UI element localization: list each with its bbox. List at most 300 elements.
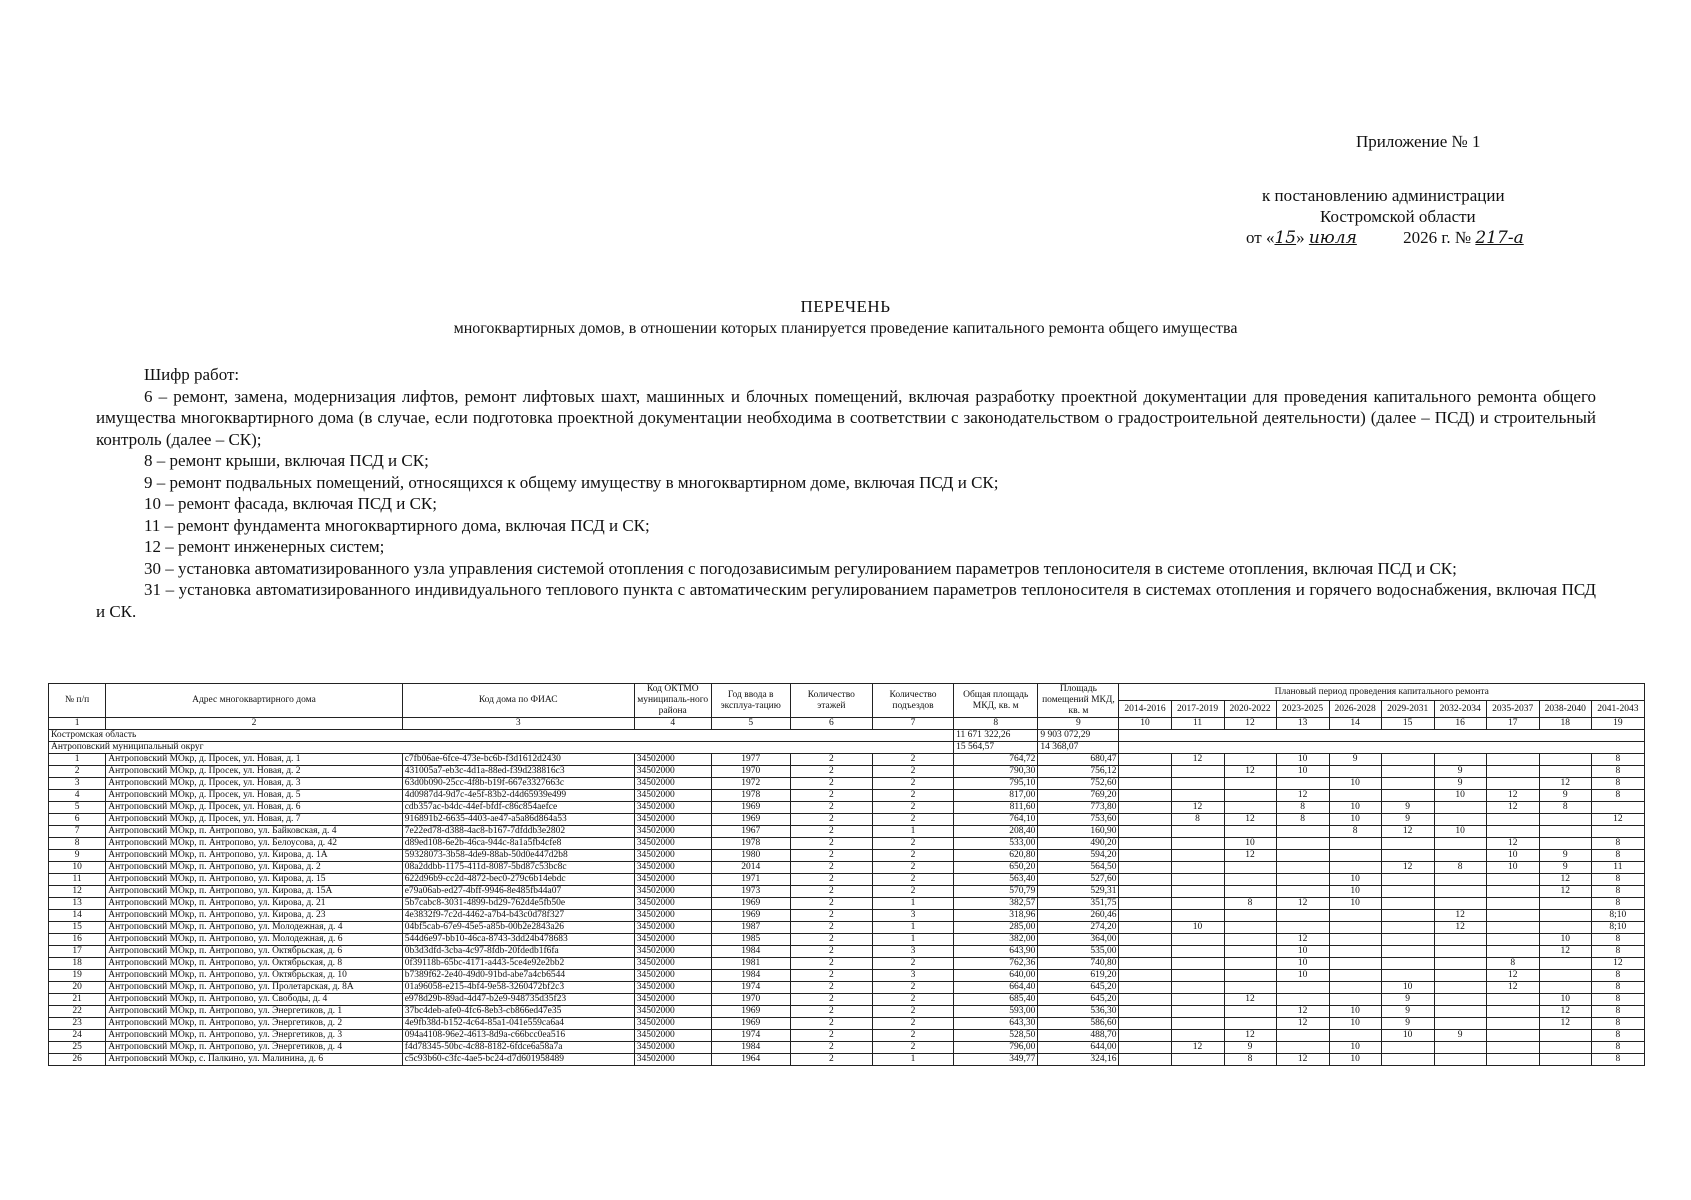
- row-address: Антроповский МОкр, п. Антропово, ул. Октябрьская, д. 10: [106, 970, 403, 982]
- row-year: 1978: [711, 838, 790, 850]
- row-period-2029-2031: 12: [1381, 862, 1434, 874]
- row-area-rooms: 351,75: [1038, 898, 1119, 910]
- row-oktmo-code: 34502000: [634, 1018, 711, 1030]
- row-period-2032-2034: [1434, 874, 1486, 886]
- row-year: 1974: [711, 1030, 790, 1042]
- row-year: 1984: [711, 1042, 790, 1054]
- table-row: [49, 1018, 1645, 1030]
- column-number: 17: [1486, 718, 1539, 730]
- row-period-2041-2043: 8: [1591, 766, 1644, 778]
- row-period-2017-2019: [1171, 1006, 1224, 1018]
- row-period-2017-2019: [1171, 778, 1224, 790]
- row-area-total: 285,00: [954, 922, 1038, 934]
- row-area-rooms: 564,50: [1038, 862, 1119, 874]
- row-period-2032-2034: [1434, 898, 1486, 910]
- column-number: 14: [1329, 718, 1381, 730]
- row-area-total: 528,50: [954, 1030, 1038, 1042]
- row-period-2026-2028: [1329, 970, 1381, 982]
- row-period-2035-2037: 10: [1486, 862, 1539, 874]
- row-period-2014-2016: [1119, 910, 1171, 922]
- row-period-2041-2043: 12: [1591, 814, 1644, 826]
- row-period-2023-2025: [1276, 886, 1329, 898]
- row-fias-code: 094a4108-96e2-4613-8d9a-c66bcc0ea516: [402, 1030, 634, 1042]
- row-period-2032-2034: [1434, 946, 1486, 958]
- row-area-rooms: 260,46: [1038, 910, 1119, 922]
- row-fias-code: 7e22ed78-d388-4ac8-b167-7dfddb3e2802: [402, 826, 634, 838]
- table-row: [49, 1006, 1645, 1018]
- region-row: [49, 730, 1645, 742]
- row-period-2017-2019: 8: [1171, 814, 1224, 826]
- row-period-2017-2019: [1171, 838, 1224, 850]
- row-period-2035-2037: 12: [1486, 790, 1539, 802]
- district-row: [49, 742, 1645, 754]
- row-fias-code: c7fb06ae-6fce-473e-bc6b-f3d1612d2430: [402, 754, 634, 766]
- row-floors: 2: [790, 766, 872, 778]
- row-number: 20: [49, 982, 106, 994]
- column-number: 16: [1434, 718, 1486, 730]
- row-area-rooms: 753,60: [1038, 814, 1119, 826]
- row-area-total: 563,40: [954, 874, 1038, 886]
- row-year: 1969: [711, 1018, 790, 1030]
- row-period-2020-2022: [1224, 802, 1276, 814]
- table-row: [49, 862, 1645, 874]
- row-floors: 2: [790, 1018, 872, 1030]
- row-period-2032-2034: [1434, 838, 1486, 850]
- row-period-2032-2034: 9: [1434, 778, 1486, 790]
- row-period-2026-2028: [1329, 910, 1381, 922]
- row-entrances: 2: [872, 838, 953, 850]
- row-fias-code: 431005a7-eb3c-4d1a-88ed-f39d238816c3: [402, 766, 634, 778]
- row-area-total: 762,36: [954, 958, 1038, 970]
- row-area-rooms: 644,00: [1038, 1042, 1119, 1054]
- row-period-2014-2016: [1119, 1006, 1171, 1018]
- row-fias-code: 59328073-3b58-4de9-88ab-50d0e447d2b8: [402, 850, 634, 862]
- row-fias-code: b7389f62-2e40-49d0-91bd-abe7a4cb6544: [402, 970, 634, 982]
- row-period-2023-2025: [1276, 838, 1329, 850]
- row-period-2017-2019: [1171, 826, 1224, 838]
- row-period-2023-2025: [1276, 982, 1329, 994]
- row-period-2017-2019: [1171, 1054, 1224, 1066]
- row-period-2029-2031: [1381, 910, 1434, 922]
- row-period-2035-2037: 8: [1486, 958, 1539, 970]
- table-row: [49, 790, 1645, 802]
- row-period-2020-2022: [1224, 946, 1276, 958]
- row-period-2038-2040: 9: [1539, 790, 1591, 802]
- row-period-2038-2040: [1539, 754, 1591, 766]
- row-period-2017-2019: 12: [1171, 1042, 1224, 1054]
- row-period-2023-2025: [1276, 922, 1329, 934]
- row-floors: 2: [790, 982, 872, 994]
- row-year: 1969: [711, 802, 790, 814]
- row-period-2026-2028: 8: [1329, 826, 1381, 838]
- row-entrances: 2: [872, 814, 953, 826]
- row-period-2038-2040: 12: [1539, 1006, 1591, 1018]
- row-floors: 2: [790, 958, 872, 970]
- row-address: Антроповский МОкр, п. Антропово, ул. Кирова, д. 23: [106, 910, 403, 922]
- row-period-2041-2043: 8;10: [1591, 922, 1644, 934]
- row-area-total: 593,00: [954, 1006, 1038, 1018]
- row-period-2014-2016: [1119, 1018, 1171, 1030]
- row-period-2017-2019: 12: [1171, 802, 1224, 814]
- row-period-2035-2037: [1486, 898, 1539, 910]
- row-year: 1970: [711, 994, 790, 1006]
- row-period-2032-2034: 9: [1434, 1030, 1486, 1042]
- row-period-2029-2031: 9: [1381, 994, 1434, 1006]
- row-period-2017-2019: 12: [1171, 754, 1224, 766]
- row-number: 7: [49, 826, 106, 838]
- header-period-2: 2020-2022: [1224, 701, 1276, 718]
- row-period-2035-2037: [1486, 1006, 1539, 1018]
- row-oktmo-code: 34502000: [634, 826, 711, 838]
- row-period-2017-2019: [1171, 886, 1224, 898]
- decree-day: 15: [1274, 228, 1297, 248]
- row-address: Антроповский МОкр, д. Просек, ул. Новая, д. 3: [106, 778, 403, 790]
- column-number: 6: [790, 718, 872, 730]
- row-period-2041-2043: 8;10: [1591, 910, 1644, 922]
- row-period-2023-2025: [1276, 862, 1329, 874]
- row-entrances: 3: [872, 946, 953, 958]
- row-number: 19: [49, 970, 106, 982]
- row-fias-code: f4d78345-50bc-4c88-8182-6fdce6a58a7a: [402, 1042, 634, 1054]
- row-oktmo-code: 34502000: [634, 874, 711, 886]
- row-fias-code: 4e3832f9-7c2d-4462-a7b4-b43c0d78f327: [402, 910, 634, 922]
- row-period-2017-2019: [1171, 958, 1224, 970]
- row-number: 16: [49, 934, 106, 946]
- row-number: 21: [49, 994, 106, 1006]
- row-year: 1969: [711, 1006, 790, 1018]
- header-area-rooms: Площадь помещений МКД, кв. м: [1038, 684, 1119, 718]
- row-number: 5: [49, 802, 106, 814]
- row-area-total: 382,00: [954, 934, 1038, 946]
- row-oktmo-code: 34502000: [634, 802, 711, 814]
- row-period-2014-2016: [1119, 886, 1171, 898]
- row-period-2017-2019: [1171, 766, 1224, 778]
- row-oktmo-code: 34502000: [634, 982, 711, 994]
- row-period-2017-2019: 10: [1171, 922, 1224, 934]
- table-row: [49, 1054, 1645, 1066]
- row-period-2026-2028: 9: [1329, 754, 1381, 766]
- row-oktmo-code: 34502000: [634, 838, 711, 850]
- row-year: 1969: [711, 910, 790, 922]
- row-period-2014-2016: [1119, 946, 1171, 958]
- row-period-2038-2040: [1539, 898, 1591, 910]
- row-period-2014-2016: [1119, 766, 1171, 778]
- row-period-2020-2022: [1224, 778, 1276, 790]
- row-year: 2014: [711, 862, 790, 874]
- row-period-2023-2025: 10: [1276, 958, 1329, 970]
- row-period-2023-2025: 12: [1276, 1018, 1329, 1030]
- row-fias-code: d89ed108-6e2b-46ca-944c-8a1a5fb4cfe8: [402, 838, 634, 850]
- row-period-2029-2031: [1381, 766, 1434, 778]
- row-period-2038-2040: 9: [1539, 862, 1591, 874]
- row-period-2023-2025: 12: [1276, 898, 1329, 910]
- row-period-2041-2043: 8: [1591, 970, 1644, 982]
- row-address: Антроповский МОкр, п. Антропово, ул. Свободы, д. 4: [106, 994, 403, 1006]
- row-period-2038-2040: [1539, 814, 1591, 826]
- row-oktmo-code: 34502000: [634, 946, 711, 958]
- row-period-2017-2019: [1171, 874, 1224, 886]
- row-floors: 2: [790, 814, 872, 826]
- row-oktmo-code: 34502000: [634, 910, 711, 922]
- row-period-2026-2028: [1329, 862, 1381, 874]
- row-period-2029-2031: [1381, 1054, 1434, 1066]
- row-period-2017-2019: [1171, 970, 1224, 982]
- row-entrances: 1: [872, 922, 953, 934]
- row-period-2026-2028: 10: [1329, 778, 1381, 790]
- row-address: Антроповский МОкр, п. Антропово, ул. Пролетарская, д. 8А: [106, 982, 403, 994]
- row-address: Антроповский МОкр, п. Антропово, ул. Кирова, д. 2: [106, 862, 403, 874]
- region-area-total: 11 671 322,26: [954, 730, 1038, 742]
- table-row: [49, 946, 1645, 958]
- row-address: Антроповский МОкр, д. Просек, ул. Новая, д. 5: [106, 790, 403, 802]
- row-period-2035-2037: 12: [1486, 970, 1539, 982]
- row-fias-code: cdb357ac-b4dc-44ef-bfdf-c86c854aefce: [402, 802, 634, 814]
- row-entrances: 1: [872, 934, 953, 946]
- row-period-2029-2031: 9: [1381, 802, 1434, 814]
- row-fias-code: 4d0987d4-9d7c-4e5f-83b2-d4d65939e499: [402, 790, 634, 802]
- row-period-2029-2031: [1381, 922, 1434, 934]
- row-address: Антроповский МОкр, д. Просек, ул. Новая, д. 6: [106, 802, 403, 814]
- district-period-empty: [1119, 742, 1645, 754]
- row-period-2023-2025: 8: [1276, 802, 1329, 814]
- header-fias: Код дома по ФИАС: [402, 684, 634, 718]
- row-period-2035-2037: 12: [1486, 838, 1539, 850]
- row-period-2017-2019: [1171, 1030, 1224, 1042]
- row-period-2020-2022: [1224, 934, 1276, 946]
- row-period-2020-2022: [1224, 922, 1276, 934]
- row-period-2026-2028: 10: [1329, 802, 1381, 814]
- row-area-rooms: 536,30: [1038, 1006, 1119, 1018]
- row-period-2020-2022: 12: [1224, 850, 1276, 862]
- row-area-total: 570,79: [954, 886, 1038, 898]
- row-period-2035-2037: [1486, 826, 1539, 838]
- row-floors: 2: [790, 946, 872, 958]
- row-period-2032-2034: [1434, 802, 1486, 814]
- table-row: [49, 970, 1645, 982]
- column-number: 12: [1224, 718, 1276, 730]
- row-period-2026-2028: [1329, 994, 1381, 1006]
- row-area-rooms: 274,20: [1038, 922, 1119, 934]
- row-area-rooms: 619,20: [1038, 970, 1119, 982]
- column-number: 13: [1276, 718, 1329, 730]
- row-area-total: 795,10: [954, 778, 1038, 790]
- row-number: 11: [49, 874, 106, 886]
- row-oktmo-code: 34502000: [634, 790, 711, 802]
- row-address: Антроповский МОкр, п. Антропово, ул. Молодежная, д. 4: [106, 922, 403, 934]
- row-area-total: 620,80: [954, 850, 1038, 862]
- row-number: 12: [49, 886, 106, 898]
- work-codes-heading: Шифр работ:: [144, 365, 240, 384]
- header-period-8: 2038-2040: [1539, 701, 1591, 718]
- row-period-2038-2040: 10: [1539, 934, 1591, 946]
- row-floors: 2: [790, 994, 872, 1006]
- row-period-2035-2037: [1486, 1030, 1539, 1042]
- row-period-2041-2043: 8: [1591, 982, 1644, 994]
- row-period-2020-2022: [1224, 826, 1276, 838]
- row-period-2014-2016: [1119, 802, 1171, 814]
- row-period-2017-2019: [1171, 934, 1224, 946]
- row-fias-code: 0f39118b-65bc-4171-a443-5ce4e92e2bb2: [402, 958, 634, 970]
- row-area-total: 643,90: [954, 946, 1038, 958]
- row-period-2026-2028: 10: [1329, 1054, 1381, 1066]
- row-period-2035-2037: [1486, 874, 1539, 886]
- row-floors: 2: [790, 826, 872, 838]
- row-period-2014-2016: [1119, 1030, 1171, 1042]
- header-period-1: 2017-2019: [1171, 701, 1224, 718]
- row-period-2020-2022: [1224, 790, 1276, 802]
- row-area-rooms: 527,60: [1038, 874, 1119, 886]
- row-period-2020-2022: [1224, 874, 1276, 886]
- row-period-2017-2019: [1171, 946, 1224, 958]
- row-period-2026-2028: [1329, 946, 1381, 958]
- row-area-rooms: 594,20: [1038, 850, 1119, 862]
- column-number: 5: [711, 718, 790, 730]
- column-number: 8: [954, 718, 1038, 730]
- row-period-2032-2034: [1434, 850, 1486, 862]
- row-period-2029-2031: [1381, 934, 1434, 946]
- column-number: 10: [1119, 718, 1171, 730]
- header-area-total: Общая площадь МКД, кв. м: [954, 684, 1038, 718]
- row-fias-code: 0b3d3dfd-3cba-4c97-8fdb-20fdedb1f6fa: [402, 946, 634, 958]
- work-code-9: 9 – ремонт подвальных помещений, относящихся к общему имуществу в многоквартирном доме, включая ПСД и СК;: [144, 472, 999, 492]
- header-period-3: 2023-2025: [1276, 701, 1329, 718]
- row-period-2038-2040: 9: [1539, 850, 1591, 862]
- table-row: [49, 850, 1645, 862]
- header-period-9: 2041-2043: [1591, 701, 1644, 718]
- row-area-total: 685,40: [954, 994, 1038, 1006]
- row-period-2014-2016: [1119, 850, 1171, 862]
- row-period-2014-2016: [1119, 838, 1171, 850]
- table-row: [49, 838, 1645, 850]
- table-row: [49, 886, 1645, 898]
- row-period-2026-2028: 10: [1329, 814, 1381, 826]
- row-address: Антроповский МОкр, п. Антропово, ул. Энергетиков, д. 1: [106, 1006, 403, 1018]
- row-period-2032-2034: [1434, 1054, 1486, 1066]
- row-address: Антроповский МОкр, п. Антропово, ул. Кирова, д. 21: [106, 898, 403, 910]
- row-entrances: 1: [872, 898, 953, 910]
- row-period-2029-2031: [1381, 970, 1434, 982]
- row-oktmo-code: 34502000: [634, 766, 711, 778]
- row-area-rooms: 773,80: [1038, 802, 1119, 814]
- row-number: 25: [49, 1042, 106, 1054]
- row-period-2014-2016: [1119, 874, 1171, 886]
- row-number: 23: [49, 1018, 106, 1030]
- decree-date-line: [1246, 227, 1606, 249]
- row-entrances: 2: [872, 994, 953, 1006]
- row-area-total: 796,00: [954, 1042, 1038, 1054]
- document-subtitle: многоквартирных домов, в отношении которых планируется проведение капитального ремонта общего имущества: [453, 320, 1238, 337]
- row-number: 8: [49, 838, 106, 850]
- table-row: [49, 910, 1645, 922]
- row-period-2032-2034: [1434, 994, 1486, 1006]
- work-codes-section: [96, 364, 1596, 622]
- region-period-empty: [1119, 730, 1645, 742]
- row-period-2020-2022: [1224, 910, 1276, 922]
- row-period-2038-2040: 12: [1539, 886, 1591, 898]
- row-period-2038-2040: [1539, 910, 1591, 922]
- row-area-total: 790,30: [954, 766, 1038, 778]
- row-period-2017-2019: [1171, 898, 1224, 910]
- table-row: [49, 766, 1645, 778]
- row-period-2041-2043: 8: [1591, 790, 1644, 802]
- row-number: 13: [49, 898, 106, 910]
- row-period-2017-2019: [1171, 910, 1224, 922]
- row-period-2014-2016: [1119, 922, 1171, 934]
- row-period-2035-2037: [1486, 934, 1539, 946]
- row-period-2038-2040: [1539, 982, 1591, 994]
- row-period-2038-2040: 12: [1539, 946, 1591, 958]
- row-period-2041-2043: 8: [1591, 1042, 1644, 1054]
- row-period-2032-2034: [1434, 814, 1486, 826]
- row-entrances: 2: [872, 754, 953, 766]
- work-code-30: 30 – установка автоматизированного узла управления системой отопления с погодозависимым регулированием параметров теплоносителя в системе отопления, включая ПСД и СК;: [144, 558, 1457, 578]
- row-area-total: 640,00: [954, 970, 1038, 982]
- table-row: [49, 982, 1645, 994]
- header-period-0: 2014-2016: [1119, 701, 1171, 718]
- table-row: [49, 1042, 1645, 1054]
- row-area-total: 382,57: [954, 898, 1038, 910]
- table-row: [49, 994, 1645, 1006]
- row-period-2014-2016: [1119, 898, 1171, 910]
- row-period-2032-2034: 9: [1434, 766, 1486, 778]
- row-period-2032-2034: [1434, 886, 1486, 898]
- row-period-2014-2016: [1119, 982, 1171, 994]
- row-oktmo-code: 34502000: [634, 994, 711, 1006]
- row-address: Антроповский МОкр, п. Антропово, ул. Кирова, д. 15: [106, 874, 403, 886]
- row-period-2020-2022: 8: [1224, 898, 1276, 910]
- row-floors: 2: [790, 934, 872, 946]
- row-area-rooms: 529,31: [1038, 886, 1119, 898]
- row-number: 24: [49, 1030, 106, 1042]
- column-number: 15: [1381, 718, 1434, 730]
- column-number: 19: [1591, 718, 1644, 730]
- row-floors: 2: [790, 862, 872, 874]
- row-year: 1971: [711, 874, 790, 886]
- row-number: 18: [49, 958, 106, 970]
- column-number: 4: [634, 718, 711, 730]
- row-period-2032-2034: [1434, 982, 1486, 994]
- row-period-2023-2025: 12: [1276, 934, 1329, 946]
- row-period-2038-2040: 12: [1539, 874, 1591, 886]
- row-period-2023-2025: 12: [1276, 790, 1329, 802]
- work-code-31: 31 – установка автоматизированного индивидуального теплового пункта с автоматическим регулированием параметров теплоносителя в системах отопления и горячего водоснабжения, включая ПСД и СК.: [96, 580, 1596, 621]
- row-period-2014-2016: [1119, 862, 1171, 874]
- work-code-6: 6 – ремонт, замена, модернизация лифтов, ремонт лифтовых шахт, машинных и блочных помещений, включая разработку проектной документации для проведения капитального ремонта общего имущества многоквартирного дома (в случае, если подготовка проектной документации необходима в соответствии с законодательством о градостроительной деятельности) (далее – ПСД) и строительный контроль (далее – СК);: [96, 386, 1596, 449]
- row-area-total: 208,40: [954, 826, 1038, 838]
- row-floors: 2: [790, 778, 872, 790]
- row-floors: 2: [790, 802, 872, 814]
- row-period-2035-2037: [1486, 1054, 1539, 1066]
- row-period-2023-2025: [1276, 910, 1329, 922]
- row-period-2032-2034: [1434, 934, 1486, 946]
- row-period-2035-2037: [1486, 886, 1539, 898]
- table-row: [49, 1030, 1645, 1042]
- decree-line-2: Костромской области: [1320, 207, 1476, 226]
- row-fias-code: 63d0b090-25cc-4f8b-b19f-667e3327663c: [402, 778, 634, 790]
- row-period-2029-2031: 9: [1381, 814, 1434, 826]
- row-period-2026-2028: 10: [1329, 898, 1381, 910]
- row-floors: 2: [790, 910, 872, 922]
- row-period-2035-2037: [1486, 946, 1539, 958]
- row-address: Антроповский МОкр, п. Антропово, ул. Энергетиков, д. 3: [106, 1030, 403, 1042]
- row-entrances: 1: [872, 826, 953, 838]
- row-year: 1970: [711, 766, 790, 778]
- row-period-2035-2037: [1486, 766, 1539, 778]
- header-year: Год ввода в эксплуа-тацию: [711, 684, 790, 718]
- row-year: 1984: [711, 970, 790, 982]
- row-year: 1984: [711, 946, 790, 958]
- row-area-total: 764,10: [954, 814, 1038, 826]
